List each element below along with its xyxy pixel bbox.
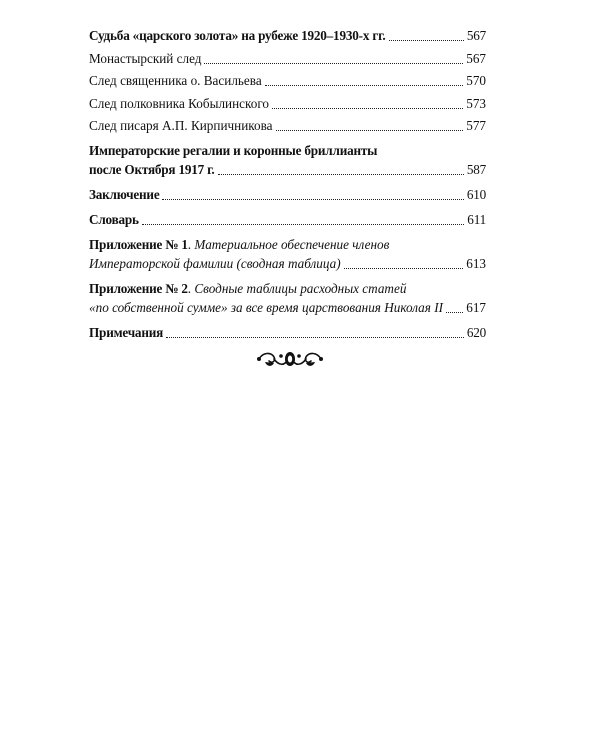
dot-leader [276,129,464,131]
appendix-title-line1: Сводные таблицы расходных статей [194,281,407,296]
toc-page-number: 610 [466,187,486,202]
toc-page-number: 620 [466,325,486,340]
toc-subentry-monastery[interactable] [89,49,486,68]
appendix-label: Приложение № 1 [89,237,188,252]
toc-subentry-title: Монастырский след [89,50,202,66]
dot-leader [162,198,463,200]
toc-entry-notes[interactable] [89,323,486,342]
dot-leader [218,173,464,175]
toc-subentry-title: След полковника Кобылинского [89,95,270,111]
toc-page-number: 587 [466,162,486,177]
dot-leader [344,267,464,269]
toc-subentry-vasiliev[interactable] [89,71,486,90]
toc-entry-title: Судьба «царского золота» на рубеже 1920–1930-х гг. [89,28,386,43]
appendix-title-line1: Материальное обеспечение членов [194,237,390,252]
toc-entry-appendix-2[interactable] [89,279,486,317]
appendix-label: Приложение № 2 [89,281,188,296]
toc-entry-tsarist-gold[interactable] [89,26,486,45]
toc-entry-title: Примечания [89,325,164,340]
dot-leader [265,84,464,86]
toc-entry-title-line2: после Октября 1917 г. [89,162,215,177]
toc-subentry-title: След священника о. Васильева [89,73,262,88]
appendix-separator: . [187,237,195,252]
toc-subentry-kobylinsky[interactable] [89,94,486,113]
table-of-contents [89,26,486,342]
toc-entry-glossary[interactable] [89,210,486,229]
toc-page-number: 577 [466,118,486,133]
toc-entry-regalia[interactable] [89,141,486,179]
decorative-vignette-icon [255,348,325,370]
toc-subentry-kirpichnikov[interactable] [89,116,486,135]
toc-entry-title: Заключение [89,187,160,202]
toc-page-number: 570 [466,73,486,88]
toc-entry-conclusion[interactable] [89,185,486,204]
toc-page-number: 567 [466,28,486,43]
appendix-title-line2: Императорской фамилии (сводная таблица) [89,256,341,271]
toc-page-number: 611 [467,212,486,227]
toc-page-number: 573 [466,95,486,111]
toc-entry-title: Словарь [89,212,139,227]
dot-leader [204,62,463,64]
toc-page-number: 617 [466,300,486,315]
appendix-title-line2: «по собственной сумме» за все время царствования Николая II [89,300,443,315]
toc-subentry-title: След писаря А.П. Кирпичникова [89,118,273,133]
appendix-separator: . [187,281,195,296]
dot-leader [446,311,463,313]
toc-entry-title-line1: Императорские регалии и коронные бриллианты [89,143,378,158]
dot-leader [166,336,464,338]
toc-page-number: 567 [466,50,486,66]
dot-leader [142,223,464,225]
dot-leader [272,107,463,109]
toc-entry-appendix-1[interactable] [89,235,486,273]
toc-page-number: 613 [466,256,486,271]
dot-leader [389,39,464,41]
